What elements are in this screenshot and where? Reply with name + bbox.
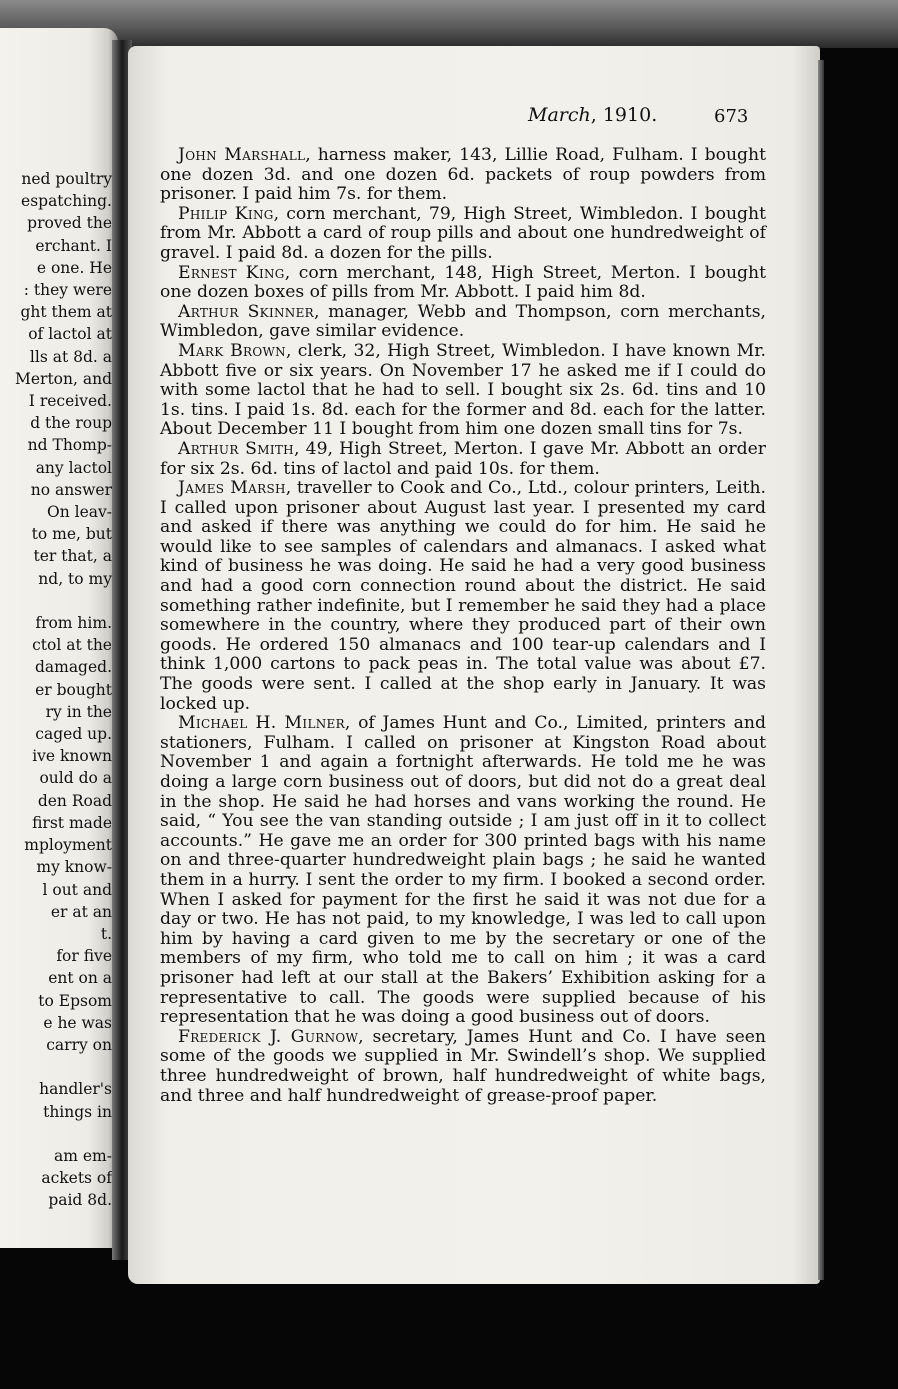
witness-testimony: , harness maker, 143, Lillie Road, Fulham. I bought one dozen 3d. and one dozen 6d. packets of roup powders from prisoner. I paid him 7s. for them.: [160, 145, 766, 205]
left-page-line: any lactol: [35, 458, 112, 477]
left-page-line: ght them at: [20, 303, 112, 322]
left-page-line: to me, but: [31, 525, 112, 544]
running-head-year: 1910.: [602, 104, 658, 126]
left-page-line: damaged.: [34, 658, 112, 677]
witness-paragraph: [160, 264, 766, 303]
left-page-line: carry on: [46, 1035, 112, 1054]
witness-name: Mark Brown: [178, 340, 286, 361]
left-page-line: my know-: [36, 858, 112, 877]
left-page-line: t.: [100, 924, 112, 943]
witness-name: John Marshall: [178, 145, 306, 165]
witness-testimony: , traveller to Cook and Co., Ltd., colour printers, Leith. I called upon prisoner about August last year. I presented my card and asked if there was anything we could do for him. He said he would like to see samples of calendars and almanacs. I asked what kind of business he was doing. He said he had a very good business and had a good corn connection round about the district. He said something rather indefinite, but I remember he said they had a place somewhere in the country, where they produced part of their own goods. He ordered 150 almanacs and 100 tear-up calendars and I think 1,000 cartons to pack peas in. The total value was about £7. The goods were sent. I called at the shop early in January. It was locked up.: [160, 478, 767, 714]
left-page-line: erchant. I: [35, 236, 112, 255]
witness-testimony: , manager, Webb and Thompson, corn merchants, Wimbledon, gave similar evidence.: [160, 301, 766, 342]
left-page-line: ned poultry: [21, 170, 112, 188]
witness-paragraph: [160, 146, 766, 205]
witness-testimony: , secretary, James Hunt and Co. I have seen some of the goods we supplied in Mr. Swindell’s shop. We supplied three hundredweight of brown, half hundredweight of white bags, and three and half hundredweight of grease-proof paper.: [160, 1026, 766, 1106]
left-page-line: nd Thomp-: [27, 436, 112, 455]
witness-testimony: , corn merchant, 79, High Street, Wimbledon. I bought from Mr. Abbott a card of roup pills and about one hundredweight of gravel. I paid 8d. a dozen for the pills.: [160, 203, 767, 263]
left-page-line: proved the: [27, 214, 112, 233]
left-page-line: Merton, and: [15, 369, 112, 388]
witness-name: James Marsh: [178, 478, 286, 499]
witness-name: Arthur Skinner: [178, 301, 314, 322]
running-head: [128, 100, 820, 140]
left-page-line: handler's: [39, 1080, 112, 1099]
page-number: 673: [714, 106, 749, 127]
left-page-line: ackets of: [41, 1169, 112, 1188]
witness-name: Ernest King: [178, 262, 285, 283]
running-head-title: March, 1910.: [528, 104, 658, 126]
left-page-line: espatching.: [21, 192, 112, 211]
witness-name: Philip King: [178, 203, 274, 224]
left-page-line: [0, 1056, 112, 1078]
left-page-line: e one. He: [36, 258, 112, 277]
page-edge: [818, 60, 824, 1280]
witness-testimony: , 49, High Street, Merton. I gave Mr. Abbott an order for six 2s. 6d. tins of lactol and paid 10s. for them.: [160, 438, 767, 479]
left-page-line: ter that, a: [33, 547, 112, 566]
left-page: [0, 28, 118, 1248]
left-page-line: am em-: [54, 1146, 112, 1165]
witness-paragraph: [160, 440, 766, 479]
left-page-line: ent on a: [48, 969, 112, 988]
witness-paragraph: [160, 303, 766, 342]
left-page-line: of lactol at: [28, 325, 112, 344]
left-page-line: d the roup: [30, 414, 112, 433]
left-page-line: from him.: [35, 614, 112, 633]
left-page-line: e he was: [43, 1013, 112, 1032]
witness-paragraph: [160, 1028, 766, 1106]
left-page-line: ive known: [32, 747, 112, 766]
witness-name: Arthur Smith: [178, 438, 294, 459]
witness-name: Frederick J. Gurnow: [178, 1026, 359, 1047]
witness-testimony: , of James Hunt and Co., Limited, printers and stationers, Fulham. I called on prisoner at Kingston Road about November 1 and again a fortnight afterwards. He told me he was doing a large corn business out of doors, but did not do a great deal in the shop. He said he had horses and vans working the round. He said, “ You see the van standing outside ; I am just off in it to collect accounts.” He gave me an order for 300 printed bags with his name on and three-quarter hundredweight plain bags ; he said he wanted them in a hurry. I sent the order to my firm. I booked a second order. When I asked for payment for the first he said it was not due for a day or two. He has not paid, to my knowledge, I was led to call upon him by having a card given to me by the secretary or one of the members of my firm, who told me to call on him ; it was a card prisoner had left at our stall at the Bakers’ Exhibition asking for a representative to call. The goods were supplied because of his representation that he was doing a good business out of doors.: [160, 713, 766, 1028]
left-page-line: for five: [56, 947, 112, 966]
left-page-line: : they were: [23, 281, 112, 300]
left-page-line: On leav-: [47, 503, 112, 522]
witness-paragraph: [160, 205, 766, 264]
left-page-line: er bought: [35, 680, 112, 699]
witness-name: Michael H. Milner: [178, 713, 345, 734]
left-page-line: I received.: [28, 392, 112, 411]
running-head-month: March: [528, 104, 591, 126]
left-page-line: er at an: [50, 902, 112, 921]
left-page-line: l out and: [42, 880, 112, 899]
page-body: [160, 146, 766, 1106]
left-page-line: lls at 8d. a: [29, 347, 112, 366]
left-page-line: den Road: [37, 791, 112, 810]
left-page-line: ould do a: [39, 769, 112, 788]
left-page-line: paid 8d.: [48, 1191, 112, 1210]
left-page-line: nd, to my: [38, 569, 112, 588]
witness-paragraph: [160, 479, 766, 714]
left-page-line: no answer: [30, 480, 112, 499]
left-page-line: [0, 1123, 112, 1145]
witness-testimony: , clerk, 32, High Street, Wimbledon. I have known Mr. Abbott five or six years. On November 17 he asked me if I could do with some lactol that he had to sell. I bought six 2s. 6d. tins and 10 1s. tins. I paid 1s. 8d. each for the former and 8d. each for the latter. About December 11 I bought from him one dozen small tins for 7s.: [160, 340, 766, 440]
left-page-text-fragments: [0, 168, 112, 1212]
left-page-line: caged up.: [35, 725, 112, 744]
witness-paragraph: [160, 342, 766, 440]
left-page-line: to Epsom: [38, 991, 112, 1010]
left-page-line: ctol at the: [32, 636, 112, 655]
witness-paragraph: [160, 714, 766, 1028]
scanner-top-shadow: [0, 0, 898, 48]
left-page-line: mployment: [24, 836, 112, 855]
witness-testimony: , corn merchant, 148, High Street, Merton. I bought one dozen boxes of pills from Mr. Abbott. I paid him 8d.: [160, 262, 767, 303]
left-page-line: ry in the: [45, 702, 112, 721]
left-page-line: things in: [43, 1102, 112, 1121]
left-page-line: first made: [32, 813, 112, 832]
left-page-line: [0, 590, 112, 612]
